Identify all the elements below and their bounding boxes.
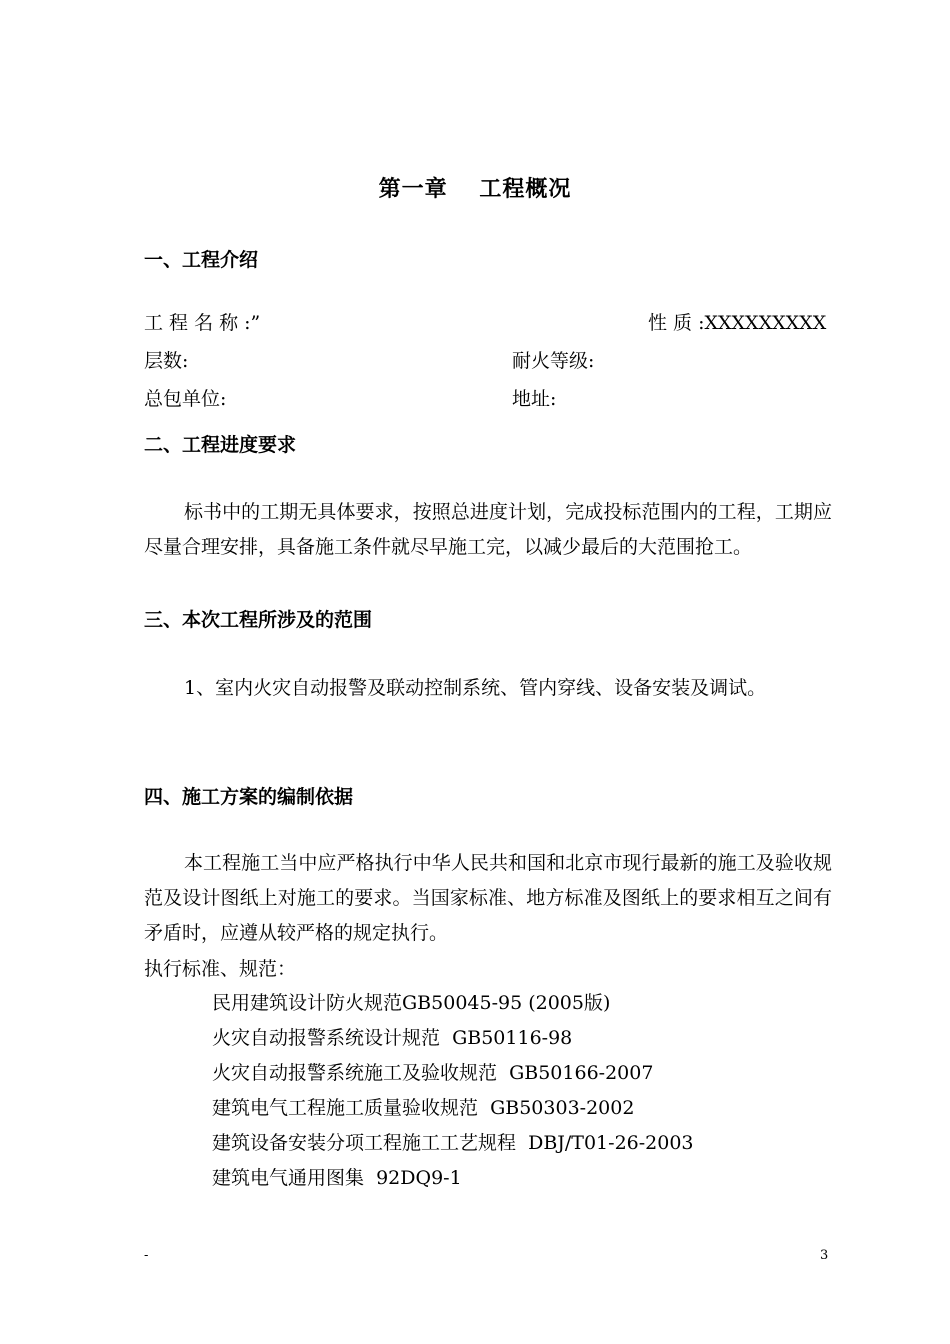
section-heading-scope: 三、本次工程所涉及的范围 bbox=[144, 609, 373, 631]
fire-rating-label: 耐火等级: bbox=[512, 350, 595, 372]
section-heading-introduction: 一、工程介绍 bbox=[144, 249, 259, 271]
address-label: 地址: bbox=[512, 388, 557, 410]
project-name-label: 工 程 名 称 :” bbox=[144, 312, 261, 334]
basis-paragraph: 本工程施工当中应严格执行中华人民共和国和北京市现行最新的施工及验收规范及设计图纸上对施工的要求。当国家标准、地方标准及图纸上的要求相互之间有矛盾时，应遵从较严格的规定执行。 bbox=[144, 852, 832, 944]
standard-item: 火灾自动报警系统施工及验收规范 GB50166-2007 bbox=[212, 1062, 654, 1084]
standard-item: 建筑电气通用图集 92DQ9-1 bbox=[212, 1167, 462, 1189]
scope-paragraph: 1、室内火灾自动报警及联动控制系统、管内穿线、设备安装及调试。 bbox=[184, 677, 767, 699]
contractor-label: 总包单位: bbox=[144, 388, 227, 410]
schedule-paragraph: 标书中的工期无具体要求，按照总进度计划，完成投标范围内的工程，工期应尽量合理安排，具备施工条件就尽早施工完，以减少最后的大范围抢工。 bbox=[144, 501, 832, 558]
project-nature-label: 性 质 :XXXXXXXXX bbox=[648, 312, 827, 334]
chapter-title: 第一章 工程概况 bbox=[378, 176, 572, 202]
floors-label: 层数: bbox=[144, 350, 189, 372]
standards-label: 执行标准、规范： bbox=[144, 958, 297, 980]
standard-item: 民用建筑设计防火规范GB50045-95 (2005版) bbox=[212, 992, 611, 1014]
standard-item: 火灾自动报警系统设计规范 GB50116-98 bbox=[212, 1027, 573, 1049]
standard-item: 建筑设备安装分项工程施工工艺规程 DBJ/T01-26-2003 bbox=[212, 1132, 694, 1154]
page-number: 3 bbox=[820, 1248, 829, 1263]
footer-left-mark: - bbox=[144, 1248, 149, 1263]
section-heading-basis: 四、施工方案的编制依据 bbox=[144, 786, 354, 808]
standards-list bbox=[212, 986, 694, 1196]
section-heading-schedule: 二、工程进度要求 bbox=[144, 434, 297, 456]
standard-item: 建筑电气工程施工质量验收规范 GB50303-2002 bbox=[212, 1097, 635, 1119]
